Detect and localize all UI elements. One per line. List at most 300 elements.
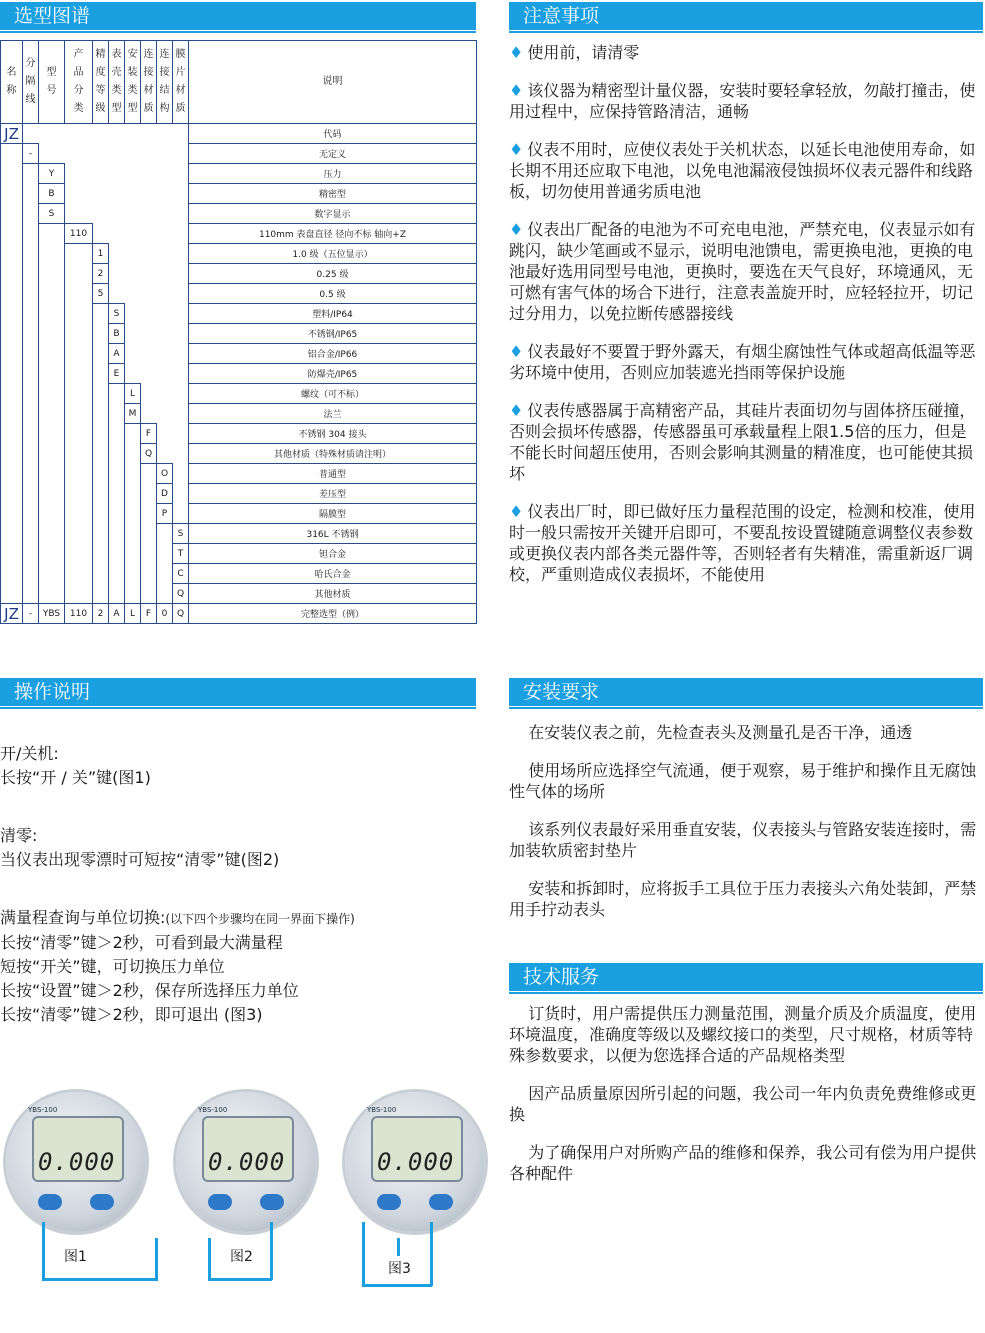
table-cell xyxy=(109,164,125,184)
table-cell xyxy=(157,224,173,244)
table-cell xyxy=(65,124,93,144)
table-example-cell: - xyxy=(23,604,39,624)
service-item: 订货时，用户需提供压力测量范围，测量介质及介质温度，使用环境温度，准确度等级以及螺纹接口的类型，尺寸规格，材质等特殊参数要求，以便为您选择合适的产品规格类型 xyxy=(509,1004,977,1065)
table-cell xyxy=(125,144,141,164)
table-cell xyxy=(173,444,189,464)
gauge-button-left[interactable] xyxy=(377,1194,401,1210)
table-cell xyxy=(23,244,39,264)
table-cell xyxy=(125,164,141,184)
table-desc-cell: 防爆壳/IP65 xyxy=(189,364,477,384)
table-cell xyxy=(157,564,173,584)
table-cell xyxy=(23,564,39,584)
table-cell xyxy=(65,384,93,404)
table-cell xyxy=(109,424,125,444)
table-cell xyxy=(141,124,157,144)
install-item: 使用场所应选择空气流通，便于观察，易于维护和操作且无腐蚀性气体的场所 xyxy=(509,761,977,801)
table-cell xyxy=(173,404,189,424)
table-cell xyxy=(141,524,157,544)
section-header-notes: 注意事项 xyxy=(509,2,983,30)
section-header-operation: 操作说明 xyxy=(0,678,476,706)
note-item xyxy=(509,42,981,63)
table-cell xyxy=(157,524,173,544)
gauge-reading: 0.000 xyxy=(377,1148,455,1176)
table-desc-cell: 0.5 级 xyxy=(189,284,477,304)
table-cell: 2 xyxy=(93,264,109,284)
table-cell xyxy=(39,464,65,484)
table-cell xyxy=(141,584,157,604)
range-step: 短按“开关”键，可切换压力单位 xyxy=(0,957,225,976)
table-cell xyxy=(93,424,109,444)
table-cell xyxy=(157,204,173,224)
table-cell xyxy=(39,124,65,144)
table-cell xyxy=(39,324,65,344)
table-cell xyxy=(1,464,23,484)
table-cell xyxy=(157,124,173,144)
table-cell xyxy=(125,464,141,484)
table-header-cell: 分 隔 线 xyxy=(23,41,39,124)
table-cell xyxy=(93,204,109,224)
table-cell xyxy=(125,484,141,504)
table-header-cell: 产 品 分 类 xyxy=(65,41,93,124)
table-cell xyxy=(141,304,157,324)
table-cell xyxy=(141,184,157,204)
table-desc-cell: 无定义 xyxy=(189,144,477,164)
note-text: 该仪器为精密型计量仪器，安装时要轻拿轻放，勿敲打撞击，使用过程中，应保持管路清洁，通畅 xyxy=(509,81,976,121)
table-cell xyxy=(23,264,39,284)
table-row xyxy=(1,504,477,524)
table-row xyxy=(1,144,477,164)
table-cell xyxy=(1,424,23,444)
table-cell: Q xyxy=(173,584,189,604)
table-cell xyxy=(125,284,141,304)
table-cell xyxy=(65,144,93,164)
table-desc-cell: 隔膜型 xyxy=(189,504,477,524)
install-item: 在安装仪表之前，先检查表头及测量孔是否干净，通透 xyxy=(528,723,913,742)
diamond-bullet-icon: ♦ xyxy=(509,43,524,62)
operation-block xyxy=(0,742,476,1027)
table-cell xyxy=(65,584,93,604)
table-cell xyxy=(65,284,93,304)
install-item: 安装和拆卸时，应将扳手工具位于压力表接头六角处装卸，严禁用手拧动表头 xyxy=(509,879,977,919)
table-cell: B xyxy=(109,324,125,344)
table-cell xyxy=(173,244,189,264)
service-item: 因产品质量原因所引起的问题，我公司一年内负责免费维修或更换 xyxy=(509,1084,977,1124)
table-desc-cell: 其他材质 xyxy=(189,584,477,604)
table-cell xyxy=(125,304,141,324)
table-cell xyxy=(173,184,189,204)
table-header-cell: 型 号 xyxy=(39,41,65,124)
table-cell xyxy=(1,324,23,344)
gauge-button-right[interactable] xyxy=(260,1194,284,1210)
table-example-cell: Q xyxy=(173,604,189,624)
table-cell xyxy=(141,504,157,524)
table-cell xyxy=(23,584,39,604)
table-cell xyxy=(1,404,23,424)
table-desc-cell: 精密型 xyxy=(189,184,477,204)
table-cell xyxy=(125,224,141,244)
figure-label-1: 图1 xyxy=(64,1249,87,1265)
table-desc-cell: 法兰 xyxy=(189,404,477,424)
table-cell: 110 xyxy=(65,224,93,244)
table-cell: M xyxy=(125,404,141,424)
table-row xyxy=(1,284,477,304)
table-cell xyxy=(141,284,157,304)
table-row xyxy=(1,564,477,584)
power-title: 开/关机: xyxy=(0,744,59,763)
table-cell xyxy=(1,504,23,524)
zero-title: 清零: xyxy=(0,826,38,845)
table-cell xyxy=(141,324,157,344)
range-step: 长按“清零”键＞2秒，即可退出 (图3) xyxy=(0,1005,263,1024)
table-cell: 1 xyxy=(93,244,109,264)
table-header-cell: 表 壳 类 型 xyxy=(109,41,125,124)
table-cell xyxy=(1,284,23,304)
table-cell xyxy=(173,484,189,504)
table-cell xyxy=(109,284,125,304)
table-cell xyxy=(39,544,65,564)
table-cell xyxy=(65,184,93,204)
table-cell xyxy=(141,484,157,504)
table-desc-cell: 数字显示 xyxy=(189,204,477,224)
table-example-cell: JZ xyxy=(1,604,23,624)
table-desc-cell: 螺纹（可不标） xyxy=(189,384,477,404)
table-header-cell: 说明 xyxy=(189,41,477,124)
table-cell xyxy=(93,464,109,484)
table-cell xyxy=(173,364,189,384)
table-row xyxy=(1,364,477,384)
service-list xyxy=(509,1003,981,1201)
table-desc-cell: 代码 xyxy=(189,124,477,144)
note-item xyxy=(509,400,981,484)
power-text: 长按“开 / 关”键(图1) xyxy=(0,768,151,787)
note-text: 仪表不用时，应使仪表处于关机状态，以延长电池使用寿命，如长期不用还应取下电池，以免电池漏液侵蚀损坏仪表元器件和线路板，切勿使用普通劣质电池 xyxy=(509,140,976,201)
table-desc-cell: 压力 xyxy=(189,164,477,184)
table-cell xyxy=(141,544,157,564)
table-cell xyxy=(157,184,173,204)
table-cell xyxy=(23,184,39,204)
table-cell xyxy=(125,584,141,604)
table-desc-cell: 哈氏合金 xyxy=(189,564,477,584)
table-cell xyxy=(157,424,173,444)
table-row xyxy=(1,404,477,424)
table-desc-cell: 316L 不锈钢 xyxy=(189,524,477,544)
table-cell xyxy=(65,484,93,504)
table-cell xyxy=(109,204,125,224)
table-cell xyxy=(23,284,39,304)
table-cell xyxy=(1,224,23,244)
table-cell xyxy=(109,124,125,144)
table-cell xyxy=(39,484,65,504)
table-cell xyxy=(39,344,65,364)
table-cell xyxy=(1,364,23,384)
table-desc-cell: 1.0 级（五位显示） xyxy=(189,244,477,264)
install-item: 该系列仪表最好采用垂直安装，仪表接头与管路安装连接时，需加装软质密封垫片 xyxy=(509,820,977,860)
table-cell xyxy=(93,224,109,244)
table-cell xyxy=(173,464,189,484)
table-cell xyxy=(109,564,125,584)
table-cell xyxy=(39,564,65,584)
table-cell xyxy=(65,464,93,484)
table-cell xyxy=(1,164,23,184)
table-cell xyxy=(65,204,93,224)
table-cell xyxy=(173,224,189,244)
table-cell xyxy=(157,284,173,304)
table-cell xyxy=(173,384,189,404)
table-row xyxy=(1,424,477,444)
table-cell xyxy=(109,464,125,484)
table-cell xyxy=(141,224,157,244)
table-cell xyxy=(39,584,65,604)
table-header-cell: 连 接 材 质 xyxy=(141,41,157,124)
table-cell xyxy=(125,264,141,284)
gauge-button-left[interactable] xyxy=(208,1194,232,1210)
table-cell xyxy=(125,244,141,264)
table-cell xyxy=(125,344,141,364)
gauge-button-left[interactable] xyxy=(38,1194,62,1210)
table-example-cell: 2 xyxy=(93,604,109,624)
table-cell xyxy=(65,504,93,524)
table-cell xyxy=(65,324,93,344)
table-cell xyxy=(1,184,23,204)
table-cell xyxy=(141,204,157,224)
table-cell xyxy=(65,244,93,264)
gauge-button-right[interactable] xyxy=(429,1194,453,1210)
table-cell xyxy=(1,524,23,544)
table-cell: O xyxy=(157,464,173,484)
gauge-model: YBS-100 xyxy=(28,1106,58,1114)
table-cell xyxy=(173,284,189,304)
table-cell xyxy=(109,184,125,204)
table-header-row xyxy=(1,41,477,124)
table-cell xyxy=(93,144,109,164)
table-desc-cell: 不锈钢 304 接头 xyxy=(189,424,477,444)
table-cell: 5 xyxy=(93,284,109,304)
note-item xyxy=(509,80,981,122)
table-cell: L xyxy=(125,384,141,404)
gauge-reading: 0.000 xyxy=(208,1148,286,1176)
section-header-selection: 选型图谱 xyxy=(0,2,476,30)
table-cell xyxy=(39,144,65,164)
table-cell xyxy=(109,504,125,524)
table-example-row xyxy=(1,604,477,624)
section-header-install: 安装要求 xyxy=(509,678,983,706)
gauge-figure-2 xyxy=(176,1092,316,1232)
table-cell xyxy=(65,524,93,544)
table-cell xyxy=(173,124,189,144)
table-cell xyxy=(23,224,39,244)
table-cell xyxy=(125,364,141,384)
table-cell xyxy=(157,364,173,384)
table-cell xyxy=(39,284,65,304)
table-cell: E xyxy=(109,364,125,384)
table-row xyxy=(1,204,477,224)
table-cell xyxy=(1,304,23,324)
table-row xyxy=(1,524,477,544)
table-cell xyxy=(93,544,109,564)
table-cell xyxy=(93,404,109,424)
table-cell: S xyxy=(109,304,125,324)
range-title: 满量程查询与单位切换: xyxy=(0,908,166,927)
table-cell xyxy=(157,404,173,424)
gauge-figure-1 xyxy=(6,1092,146,1232)
table-cell: B xyxy=(39,184,65,204)
table-cell xyxy=(1,544,23,564)
table-cell xyxy=(157,304,173,324)
table-cell xyxy=(125,324,141,344)
range-step: 长按“清零”键＞2秒，可看到最大满量程 xyxy=(0,933,283,952)
table-header-cell: 安 装 类 型 xyxy=(125,41,141,124)
range-step: 长按“设置”键＞2秒，保存所选择压力单位 xyxy=(0,981,299,1000)
table-cell xyxy=(39,264,65,284)
table-cell xyxy=(125,184,141,204)
table-cell xyxy=(65,364,93,384)
table-cell xyxy=(23,464,39,484)
table-cell xyxy=(109,584,125,604)
table-row xyxy=(1,464,477,484)
table-desc-cell: 铝合金/IP66 xyxy=(189,344,477,364)
table-cell xyxy=(109,264,125,284)
table-cell xyxy=(39,304,65,324)
table-cell xyxy=(109,384,125,404)
section-header-service: 技术服务 xyxy=(509,963,983,991)
table-cell xyxy=(23,164,39,184)
table-header-cell: 膜 片 材 质 xyxy=(173,41,189,124)
table-cell xyxy=(125,424,141,444)
table-cell xyxy=(23,204,39,224)
install-list xyxy=(509,722,981,937)
note-item xyxy=(509,501,981,585)
table-cell xyxy=(173,344,189,364)
table-cell xyxy=(109,224,125,244)
table-cell xyxy=(65,424,93,444)
service-item: 为了确保用户对所购产品的维修和保养，我公司有偿为用户提供各种配件 xyxy=(509,1143,977,1183)
table-row xyxy=(1,184,477,204)
table-cell xyxy=(173,304,189,324)
table-cell xyxy=(157,244,173,264)
table-cell: F xyxy=(141,424,157,444)
diamond-bullet-icon: ♦ xyxy=(509,401,524,420)
diamond-bullet-icon: ♦ xyxy=(509,502,524,521)
table-cell xyxy=(39,444,65,464)
table-cell xyxy=(141,164,157,184)
table-row xyxy=(1,304,477,324)
table-cell xyxy=(1,384,23,404)
table-example-cell: L xyxy=(125,604,141,624)
table-example-cell: F xyxy=(141,604,157,624)
table-row xyxy=(1,264,477,284)
table-cell xyxy=(157,264,173,284)
diamond-bullet-icon: ♦ xyxy=(509,140,524,159)
table-cell xyxy=(141,264,157,284)
gauge-button-right[interactable] xyxy=(90,1194,114,1210)
table-example-cell: YBS xyxy=(39,604,65,624)
table-desc-cell: 差压型 xyxy=(189,484,477,504)
table-cell xyxy=(1,264,23,284)
table-cell xyxy=(141,144,157,164)
table-cell xyxy=(141,244,157,264)
table-cell xyxy=(23,544,39,564)
table-cell xyxy=(125,544,141,564)
table-cell xyxy=(93,524,109,544)
gauge-reading: 0.000 xyxy=(38,1148,116,1176)
table-cell xyxy=(125,204,141,224)
table-row xyxy=(1,124,477,144)
table-cell xyxy=(39,364,65,384)
table-cell xyxy=(39,244,65,264)
table-cell xyxy=(65,344,93,364)
diamond-bullet-icon: ♦ xyxy=(509,220,524,239)
table-cell xyxy=(65,444,93,464)
table-desc-cell: 塑料/IP64 xyxy=(189,304,477,324)
table-example-cell: 0 xyxy=(157,604,173,624)
table-cell xyxy=(93,504,109,524)
table-cell xyxy=(109,524,125,544)
selection-table xyxy=(0,40,477,624)
table-example-cell: A xyxy=(109,604,125,624)
table-header-cell: 名 称 xyxy=(1,41,23,124)
diamond-bullet-icon: ♦ xyxy=(509,81,524,100)
table-cell: JZ xyxy=(1,124,23,144)
range-title-line xyxy=(0,906,476,931)
table-row xyxy=(1,584,477,604)
table-cell xyxy=(93,484,109,504)
table-cell xyxy=(1,564,23,584)
table-cell xyxy=(93,584,109,604)
table-cell xyxy=(39,404,65,424)
table-cell xyxy=(141,384,157,404)
table-cell xyxy=(157,384,173,404)
table-cell: C xyxy=(173,564,189,584)
table-row xyxy=(1,484,477,504)
table-cell xyxy=(93,364,109,384)
table-cell xyxy=(1,584,23,604)
table-cell: Y xyxy=(39,164,65,184)
table-row xyxy=(1,244,477,264)
table-cell xyxy=(125,504,141,524)
table-row xyxy=(1,164,477,184)
gauge-model: YBS-100 xyxy=(198,1106,228,1114)
table-cell: P xyxy=(157,504,173,524)
table-cell xyxy=(23,384,39,404)
table-cell xyxy=(1,204,23,224)
table-cell xyxy=(23,504,39,524)
table-cell: A xyxy=(109,344,125,364)
note-text: 仪表传感器属于高精密产品，其硅片表面切勿与固体挤压碰撞，否则会损坏传感器，传感器虽可承载量程上限1.5倍的压力，但是不能长时间超压使用，否则会影响其测量的精准度，也可能使其损坏 xyxy=(509,401,976,483)
table-cell xyxy=(157,324,173,344)
table-cell xyxy=(173,324,189,344)
table-cell xyxy=(93,444,109,464)
table-cell: - xyxy=(23,144,39,164)
table-cell xyxy=(157,444,173,464)
note-text: 使用前，请清零 xyxy=(527,43,640,62)
table-cell xyxy=(109,244,125,264)
table-cell: Q xyxy=(141,444,157,464)
table-cell xyxy=(23,404,39,424)
table-cell xyxy=(109,444,125,464)
gauge-figure-3 xyxy=(345,1092,485,1232)
table-cell xyxy=(173,164,189,184)
table-desc-cell: 0.25 级 xyxy=(189,264,477,284)
note-item xyxy=(509,219,981,324)
table-header-cell: 连 接 结 构 xyxy=(157,41,173,124)
table-desc-cell: 不锈钢/IP65 xyxy=(189,324,477,344)
table-example-desc: 完整选型（例） xyxy=(189,604,477,624)
note-text: 仪表出厂配备的电池为不可充电电池，严禁充电，仪表显示如有跳闪，缺少笔画或不显示，说明电池馈电，需更换电池，更换的电池最好选用同型号电池，更换时，要选在天气良好，环境通风，无可燃有害气体的场合下进行，注意表盖旋开时，应轻轻拉开，切记过分用力，以免拉断传感器接线 xyxy=(509,220,976,323)
table-cell xyxy=(109,544,125,564)
table-cell xyxy=(23,344,39,364)
table-cell xyxy=(65,404,93,424)
table-row xyxy=(1,544,477,564)
